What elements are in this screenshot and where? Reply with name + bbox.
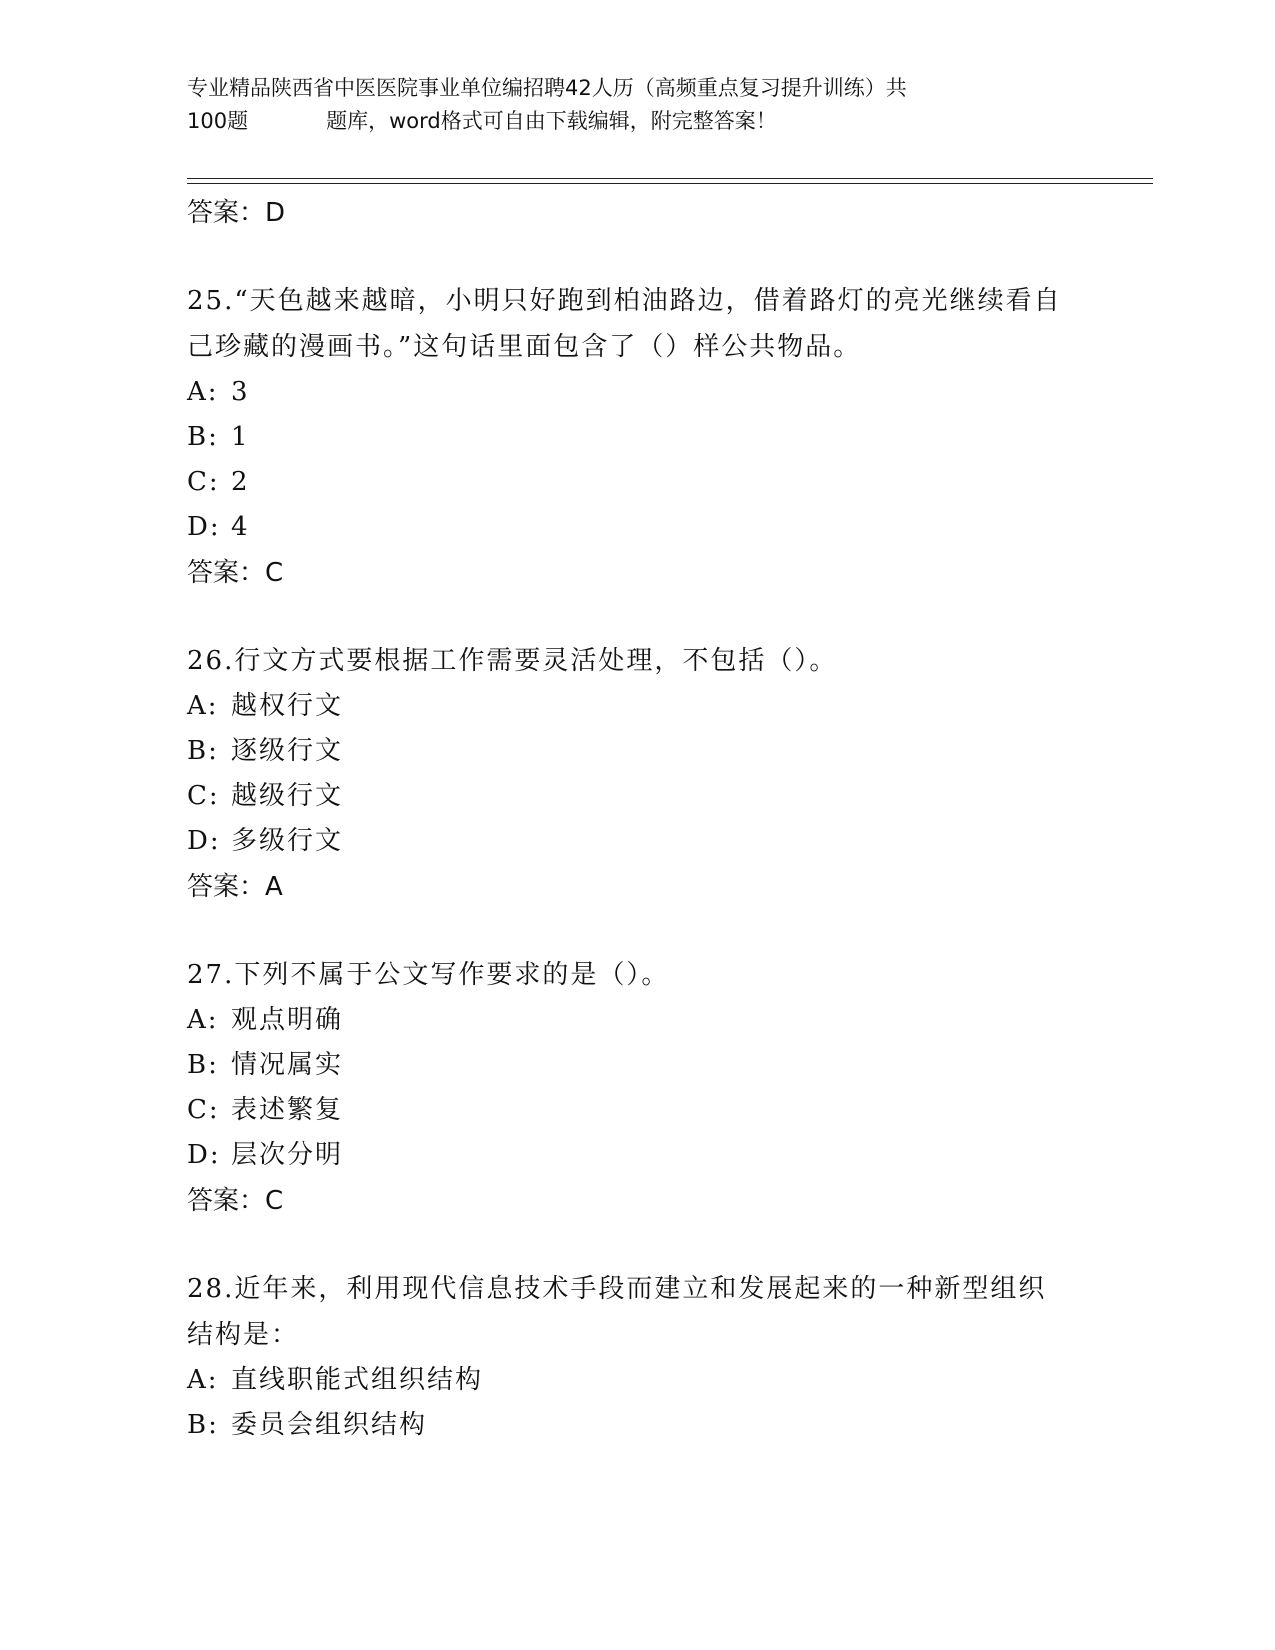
option-b: B: 1 [187, 422, 250, 452]
option-a: A: 观点明确 [187, 1005, 344, 1035]
question-item [187, 278, 1087, 596]
answer-line: 答案：C [187, 1186, 284, 1216]
header-rule-top [187, 178, 1153, 179]
question-item [187, 638, 1087, 910]
question-item [187, 1266, 1087, 1448]
option-c: C: 2 [187, 467, 250, 497]
question-list [187, 190, 1087, 1448]
option-d: D: 4 [187, 512, 250, 542]
question-stem: 26.行文方式要根据工作需要灵活处理，不包括（）。 [187, 646, 838, 676]
option-c: C: 越级行文 [187, 781, 344, 811]
header-description: 题库，word格式可自由下载编辑，附完整答案！ [326, 109, 777, 133]
question-stem: 25.“天色越来越暗，小明只好跑到柏油路边，借着路灯的亮光继续看自己珍藏的漫画书。”这句话里面包含了（）样公共物品。 [187, 286, 1062, 362]
question-stem: 28.近年来，利用现代信息技术手段而建立和发展起来的一种新型组织结构是： [187, 1274, 1047, 1350]
option-c: C: 表述繁复 [187, 1095, 344, 1125]
page-header [187, 72, 1087, 138]
option-a: A: 直线职能式组织结构 [187, 1365, 484, 1395]
answer-line: 答案：D [187, 198, 286, 228]
option-b: B: 委员会组织结构 [187, 1410, 428, 1440]
option-d: D: 层次分明 [187, 1140, 344, 1170]
option-b: B: 情况属实 [187, 1050, 344, 1080]
header-title-line2 [187, 105, 1087, 138]
question-stem: 27.下列不属于公文写作要求的是（）。 [187, 960, 670, 990]
header-title-line1: 专业精品陕西省中医医院事业单位编招聘42人历（高频重点复习提升训练）共 [187, 76, 907, 100]
option-d: D: 多级行文 [187, 826, 344, 856]
header-rule-bottom [187, 183, 1153, 184]
question-item [187, 952, 1087, 1224]
option-a: A: 越权行文 [187, 691, 344, 721]
answer-line: 答案：A [187, 872, 283, 902]
option-a: A: 3 [187, 377, 250, 407]
option-b: B: 逐级行文 [187, 736, 344, 766]
header-question-count: 100题 [187, 109, 249, 133]
answer-line: 答案：C [187, 558, 284, 588]
